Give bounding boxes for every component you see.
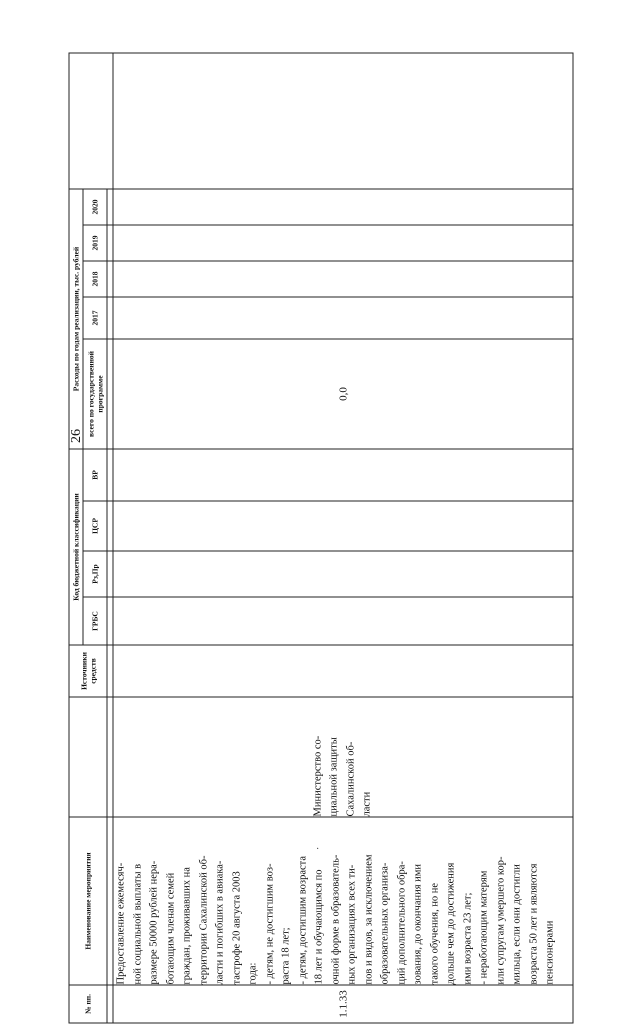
header-executor: [69, 697, 107, 817]
header-grbs: ГРБС: [83, 597, 107, 645]
header-source: Источники средств: [69, 645, 107, 697]
rotated-table-sheet: [69, 199, 574, 1024]
header-rzpr: Рз,Пр: [83, 551, 107, 597]
measure-name-line: территории Сахалинской об-: [198, 855, 209, 985]
total-cell: 0,0: [113, 339, 573, 449]
page-number: 26: [69, 429, 84, 443]
header-2018: 2018: [83, 261, 107, 297]
budget-table: [69, 52, 574, 1023]
measure-name-line: ботающим членам семей: [165, 872, 176, 985]
measure-name-line: ими возраста 23 лет;: [462, 892, 473, 985]
header-vr: ВР: [83, 449, 107, 501]
measure-name-line: года:: [247, 962, 259, 985]
measure-name-line: - детям, не достигшим воз-: [264, 863, 275, 985]
measure-name-line: такого обучения, но не: [429, 882, 440, 985]
header-total: всего по государственной программе: [83, 339, 107, 449]
table-row: [113, 53, 573, 1023]
executor-line: ласти: [361, 791, 373, 817]
source-cell: [113, 645, 573, 697]
measure-name-line: раста 18 лет;: [280, 927, 292, 985]
header-budget-code: Код бюджетной классификации: [69, 449, 83, 645]
header-name: Наименование мероприятия: [69, 817, 107, 985]
measure-name-line: размере 50000 рублей нера-: [148, 860, 160, 985]
header-num: № пп.: [69, 985, 107, 1023]
measure-name-line: или супругам умершего кор-: [495, 856, 506, 985]
measure-name-line: ций дополнительного обра-: [396, 861, 407, 985]
header-expenses: Расходы по годам реализации, тыс. рублей: [69, 189, 83, 449]
csr-cell: [113, 501, 573, 551]
rzpr-cell: [113, 551, 573, 597]
measure-name-line: - детям, достигшим возраста: [297, 855, 308, 985]
year-2018-cell: [113, 261, 573, 297]
measure-name-line: граждан, проживавших на: [181, 867, 193, 985]
header-csr: ЦСР: [83, 501, 107, 551]
vr-cell: [113, 449, 573, 501]
measure-name-line: мильца, если они достигли: [511, 864, 523, 985]
year-2017-cell: [113, 297, 573, 339]
measure-name-line: - неработающим матерям: [478, 870, 490, 985]
measure-name-cell: [113, 817, 573, 985]
measure-name-line: ной социальной выплаты в: [132, 863, 143, 985]
measure-name-line: зования, до окончания ими: [412, 863, 424, 985]
scan-speck: ·: [316, 844, 320, 855]
measure-name-line: 18 лет и обучающимся по: [313, 869, 325, 985]
grbs-cell: [113, 597, 573, 645]
executor-cell: [113, 697, 573, 817]
measure-name-line: образовательных организа-: [379, 862, 391, 985]
measure-name-line: тастрофе 20 августа 2003: [231, 871, 242, 985]
header-2017: 2017: [83, 297, 107, 339]
header-blank: [69, 53, 113, 189]
executor-line: циальной защиты: [328, 737, 340, 817]
measure-name-line: Предоставление ежемесяч-: [115, 862, 127, 985]
year-2020-cell: [113, 189, 573, 225]
executor-line: Сахалинской об-: [345, 741, 356, 817]
header-2020: 2020: [83, 189, 107, 225]
year-2019-cell: [113, 225, 573, 261]
measure-name-line: очной форме в образователь-: [330, 854, 341, 985]
measure-name-line: возраста 50 лет и являются: [528, 863, 539, 985]
measure-name-line: пенсионерами: [544, 920, 556, 985]
measure-name-line: ласти и погибших в авиака-: [214, 860, 226, 985]
header-2019: 2019: [83, 225, 107, 261]
executor-line: Министерство со-: [312, 735, 323, 817]
measure-name-line: ных организациях всех ти-: [346, 864, 358, 985]
blank-cell: [113, 53, 573, 189]
measure-name-line: пов и видов, за исключением: [363, 854, 374, 985]
row-number: 1.1.33: [113, 985, 573, 1023]
measure-name-line: дольше чем до достижения: [445, 862, 457, 985]
